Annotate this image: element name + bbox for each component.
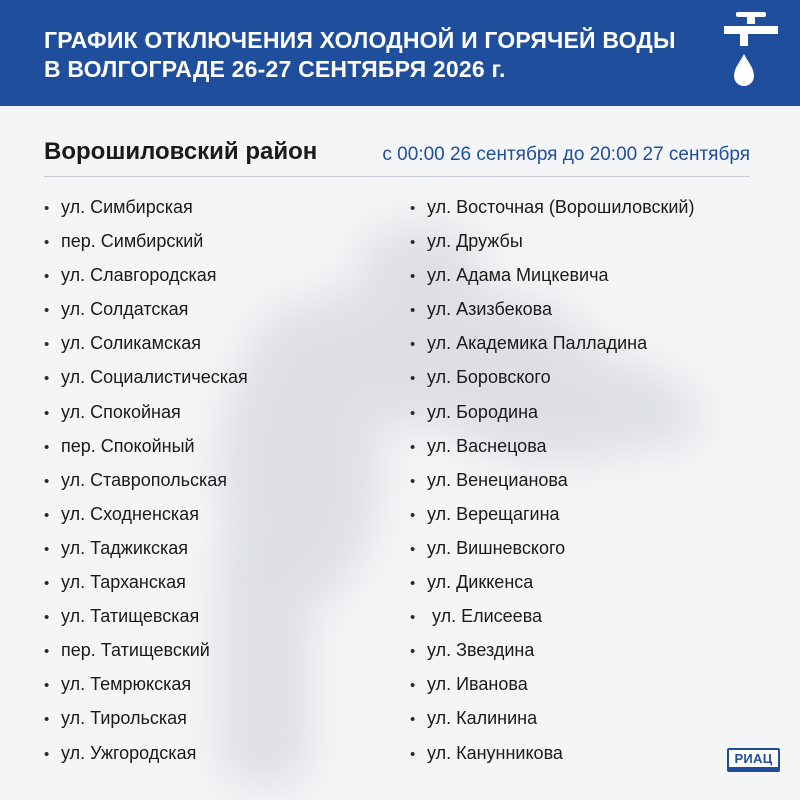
bullet-icon: • (410, 302, 416, 320)
street-list-item (44, 395, 248, 429)
street-name: ул. Славгородская (61, 265, 217, 286)
bullet-icon: • (44, 506, 50, 524)
bullet-icon: • (410, 268, 416, 286)
street-name: ул. Тарханская (61, 572, 186, 593)
street-name: ул. Ставропольская (61, 469, 228, 490)
bullet-icon: • (44, 200, 50, 217)
street-name: ул. Ужгородская (61, 742, 197, 763)
bullet-icon: • (44, 711, 50, 729)
title-line-1: ГРАФИК ОТКЛЮЧЕНИЯ ХОЛОДНОЙ И ГОРЯЧЕЙ ВОДЫ (44, 27, 676, 53)
street-name: ул. Вишневского (427, 537, 566, 558)
street-list-item (44, 701, 248, 735)
bullet-icon: • (44, 575, 50, 593)
street-name: ул. Боровского (427, 367, 551, 388)
street-list-item (44, 258, 248, 292)
street-name: ул. Васнецова (427, 435, 547, 456)
street-list-item (410, 258, 694, 292)
district-name: Ворошиловский район (44, 138, 318, 165)
street-list-item (410, 429, 694, 463)
street-name: ул. Бородина (427, 401, 539, 422)
street-list-item (44, 224, 248, 258)
street-list-item (410, 360, 694, 394)
street-name: ул. Дружбы (427, 231, 523, 252)
street-name: пер. Татищевский (61, 640, 210, 661)
bullet-icon: • (44, 370, 50, 388)
bullet-icon: • (410, 200, 416, 217)
street-list-right (410, 190, 694, 770)
street-list-item (44, 736, 248, 770)
bullet-icon: • (410, 336, 416, 354)
bullet-icon: • (44, 472, 50, 490)
bullet-icon: • (410, 575, 416, 593)
street-list-item (44, 497, 248, 531)
bullet-icon: • (44, 540, 50, 558)
street-name: ул. Солдатская (61, 299, 189, 320)
street-name: ул. Диккенса (427, 572, 534, 593)
street-list-item (410, 292, 694, 326)
street-list-item (44, 531, 248, 565)
street-list-item (410, 599, 694, 633)
street-name: ул. Елисеева (427, 606, 543, 627)
street-name: ул. Сходненская (61, 503, 199, 524)
street-list-item (44, 360, 248, 394)
bullet-icon: • (410, 711, 416, 729)
bullet-icon: • (44, 677, 50, 695)
street-name: ул. Академика Палладина (427, 333, 648, 354)
bullet-icon: • (44, 643, 50, 661)
street-name: ул. Адама Мицкевича (427, 265, 609, 286)
outage-time-range: с 00:00 26 сентября до 20:00 27 сентября (382, 144, 750, 165)
bullet-icon: • (44, 302, 50, 320)
bullet-icon: • (44, 404, 50, 422)
bullet-icon: • (410, 677, 416, 695)
street-name: ул. Венецианова (427, 469, 568, 490)
page-title (44, 26, 676, 84)
header-banner (0, 0, 800, 106)
street-list-left (44, 190, 248, 770)
bullet-icon: • (44, 438, 50, 456)
bullet-icon: • (44, 336, 50, 354)
bullet-icon: • (410, 472, 416, 490)
bullet-icon: • (410, 506, 416, 524)
bullet-icon: • (410, 540, 416, 558)
street-list-item (44, 463, 248, 497)
street-list-item (44, 565, 248, 599)
street-name: ул. Симбирская (61, 197, 193, 217)
riac-logo: РИАЦ (727, 748, 780, 772)
street-list-item (44, 326, 248, 360)
bullet-icon: • (410, 609, 416, 627)
bullet-icon: • (410, 643, 416, 661)
street-list-item (410, 667, 694, 701)
street-name: ул. Таджикская (61, 537, 189, 558)
street-name: ул. Звездина (427, 640, 535, 661)
street-name: ул. Калинина (427, 708, 538, 729)
street-list-item (410, 497, 694, 531)
street-name: ул. Татищевская (61, 606, 200, 627)
street-list-item (44, 292, 248, 326)
street-list-item (410, 736, 694, 770)
bullet-icon: • (44, 609, 50, 627)
street-name: ул. Канунникова (427, 742, 563, 763)
bullet-icon: • (410, 438, 416, 456)
street-list-item (410, 326, 694, 360)
bullet-icon: • (44, 234, 50, 252)
street-list-item (410, 565, 694, 599)
street-name: ул. Соликамская (61, 333, 201, 354)
street-list-item (44, 599, 248, 633)
bullet-icon: • (410, 745, 416, 763)
bullet-icon: • (410, 234, 416, 252)
street-name: ул. Темрюкская (61, 674, 192, 695)
street-list-item (410, 531, 694, 565)
bullet-icon: • (44, 268, 50, 286)
street-list-item (410, 463, 694, 497)
district-header (44, 138, 750, 177)
street-list-item (410, 190, 694, 224)
bullet-icon: • (410, 370, 416, 388)
street-name: ул. Тирольская (61, 708, 187, 729)
water-tap-icon (718, 8, 784, 94)
street-list-item (44, 633, 248, 667)
bullet-icon: • (410, 404, 416, 422)
street-list-item (44, 667, 248, 701)
street-list-item (410, 701, 694, 735)
street-name: ул. Иванова (427, 674, 528, 695)
street-list-item (410, 224, 694, 258)
bullet-icon: • (44, 745, 50, 763)
title-line-2: В ВОЛГОГРАДЕ 26-27 СЕНТЯБРЯ 2026 г. (44, 56, 506, 82)
street-name: ул. Спокойная (61, 401, 181, 422)
street-list-item (410, 395, 694, 429)
street-list-item (44, 429, 248, 463)
street-name: ул. Восточная (Ворошиловский) (427, 197, 695, 217)
street-name: пер. Спокойный (61, 435, 195, 456)
street-list-item (410, 633, 694, 667)
street-name: ул. Социалистическая (61, 367, 248, 388)
street-name: ул. Верещагина (427, 503, 560, 524)
street-name: ул. Азизбекова (427, 299, 553, 320)
street-list-item (44, 190, 248, 224)
street-name: пер. Симбирский (61, 231, 204, 252)
